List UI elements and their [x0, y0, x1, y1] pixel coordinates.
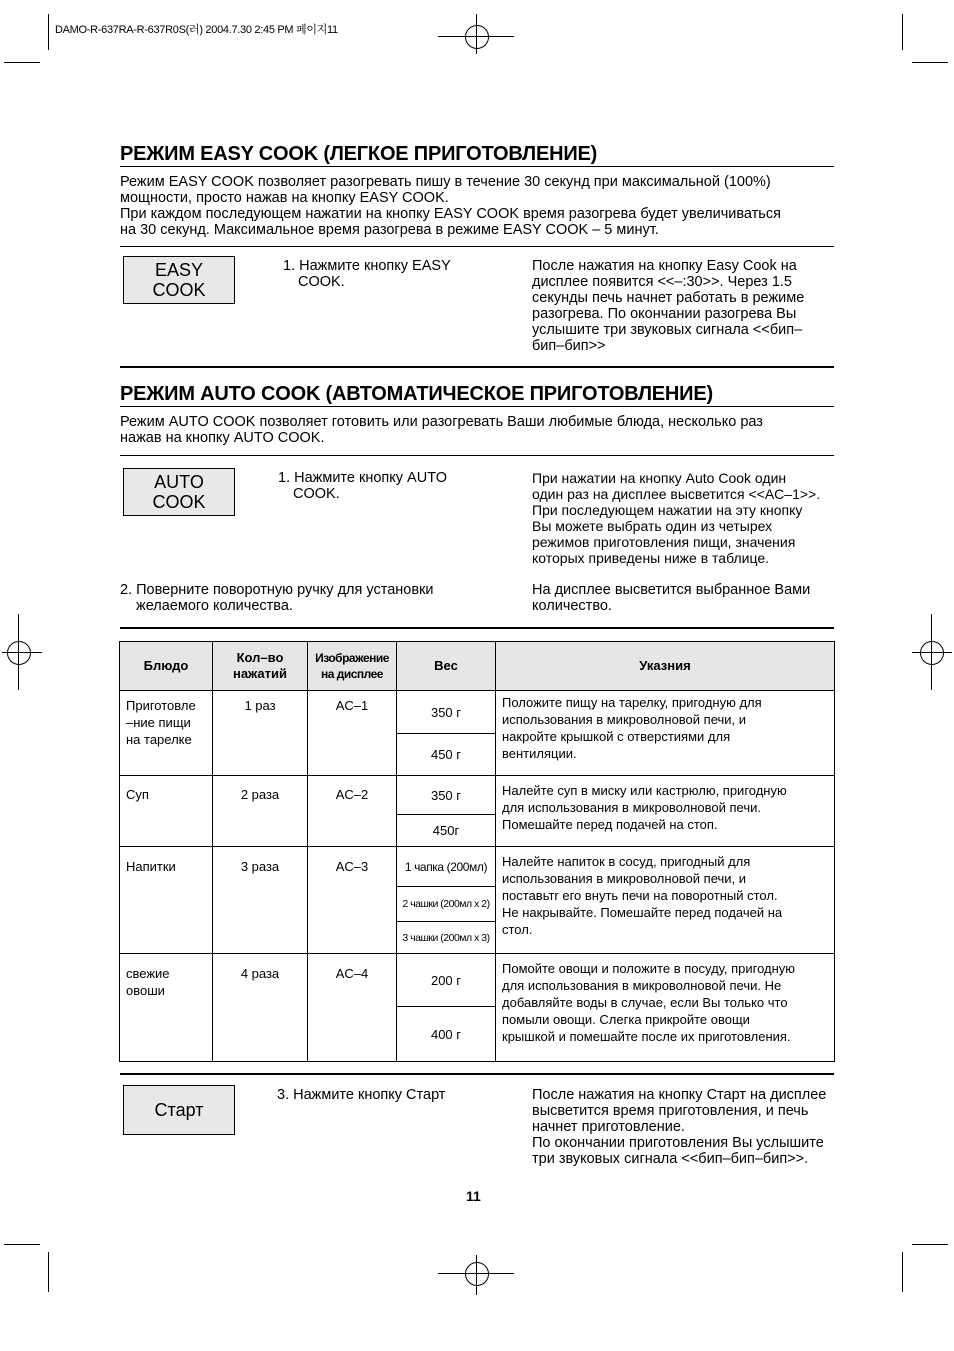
- dish-cell: свежие овоши: [120, 954, 213, 1062]
- divider: [120, 246, 834, 247]
- header-instructions: Указния: [496, 642, 835, 691]
- instructions-cell: Налейте напиток в сосуд, пригодный для использования в микроволновой печи, и поставьтr его внуть печи на поворотный стол. Не накрывайте. Помешайте перед подачей на стол.: [496, 847, 835, 954]
- title-underline: [120, 406, 834, 407]
- registration-circle: [7, 641, 31, 665]
- registration-circle: [465, 1262, 489, 1286]
- weight-cell: 350 г 450 г: [397, 691, 496, 776]
- presses-cell: 2 раза: [213, 776, 308, 847]
- start-button[interactable]: Старт: [123, 1085, 235, 1135]
- presses-cell: 1 раз: [213, 691, 308, 776]
- display-cell: AC–3: [308, 847, 397, 954]
- header-dish: Блюдо: [120, 642, 213, 691]
- table-row: [120, 691, 835, 776]
- crop-mark: [4, 62, 40, 63]
- divider: [120, 455, 834, 456]
- title-underline: [120, 166, 834, 167]
- section-divider: [120, 1073, 834, 1075]
- weight-cell: 1 чапка (200мл) 2 чашки (200мл x 2) 3 чашки (200мл x 3): [397, 847, 496, 954]
- auto-cook-button[interactable]: AUTO COOK: [123, 468, 235, 516]
- crop-mark: [912, 62, 948, 63]
- auto-cook-note-1: При нажатии на кнопку Auto Cook один один раз на дисплее высветится <<AC–1>>. При последующем нажатии на эту кнопку Вы можете выбрать один из четырех режимов приготовления пищи, значения которых приведены ниже в таблице.: [532, 470, 821, 566]
- auto-cook-note-2: На дисплее высветится выбранное Вами количество.: [532, 582, 811, 614]
- dish-cell: Приготовле –ние пищи на тарелке: [120, 691, 213, 776]
- dish-cell: Суп: [120, 776, 213, 847]
- header-display: Изображение на дисплее: [308, 642, 397, 691]
- table-row: [120, 847, 835, 954]
- instructions-cell: Помойте овощи и положите в посуду, пригодную для использования в микроволновой печи. Не добавляйте воды в случае, если Вы только что помыли овощи. Слегка прикройте овощи крышкой и помешайте после их приготовления.: [496, 954, 835, 1062]
- crop-mark: [902, 14, 903, 50]
- table-header-row: [120, 642, 835, 691]
- display-cell: AC–1: [308, 691, 397, 776]
- crop-mark: [48, 14, 49, 50]
- auto-cook-title: РЕЖИМ AUTO COOK (АВТОМАТИЧЕСКОЕ ПРИГОТОВЛЕНИЕ): [120, 383, 713, 405]
- display-cell: AC–4: [308, 954, 397, 1062]
- page-number: 11: [466, 1188, 481, 1204]
- dish-cell: Напитки: [120, 847, 213, 954]
- display-cell: AC–2: [308, 776, 397, 847]
- easy-cook-button[interactable]: EASY COOK: [123, 256, 235, 304]
- auto-cook-intro: Режим AUTO COOK позволяет готовить или разогревать Ваши любимые блюда, несколько раз нажав на кнопку AUTO COOK.: [120, 414, 763, 446]
- weight-cell: 200 г 400 г: [397, 954, 496, 1062]
- crop-mark: [902, 1252, 903, 1292]
- registration-circle: [465, 25, 489, 49]
- start-note: После нажатия на кнопку Старт на дисплее высветится время приготовления, и печь начнет приготовление. По окончании приготовления Вы услышите три звуковых сигнала <<бип–бип–бип>>.: [532, 1087, 827, 1167]
- easy-cook-note: После нажатия на кнопку Easy Cook на дисплее появится <<–:30>>. Через 1.5 секунды печь начнет работать в режиме разогрева. По окончании разогрева Вы услышите три звуковых сигнала <<бип– бип–бип>>: [532, 258, 805, 354]
- easy-cook-title: РЕЖИМ EASY COOK (ЛЕГКОЕ ПРИГОТОВЛЕНИЕ): [120, 143, 598, 165]
- weight-cell: 350 г 450г: [397, 776, 496, 847]
- header-weight: Вес: [397, 642, 496, 691]
- instructions-cell: Налейте суп в миску или кастрюлю, пригодную для использования в микроволновой печи. Помешайте перед подачей на стоп.: [496, 776, 835, 847]
- registration-circle: [920, 641, 944, 665]
- section-divider: [120, 627, 834, 629]
- start-step-3: 3. Нажмите кнопку Старт: [277, 1087, 446, 1103]
- easy-cook-intro: Режим EASY COOK позволяет разогревать пишу в течение 30 секунд при максимальной (100%) мощности, просто нажав на кнопку EASY COOK. При каждом последующем нажатии на кнопку EASY COOK время разогрева будет увеличиваться на 30 секунд. Максимальное время разогрева в режиме EASY COOK – 5 минут.: [120, 174, 781, 238]
- table-row: [120, 954, 835, 1062]
- section-divider: [120, 366, 834, 368]
- crop-mark: [48, 1252, 49, 1292]
- auto-cook-step-2: 2. Поверните поворотную ручку для установки желаемого количества.: [120, 582, 434, 614]
- crop-mark: [4, 1244, 40, 1245]
- easy-cook-step-1: 1. Нажмите кнопку EASY COOK.: [283, 258, 451, 290]
- header-presses: Кол–во нажатий: [213, 642, 308, 691]
- crop-mark: [912, 1244, 948, 1245]
- auto-cook-step-1: 1. Нажмите кнопку AUTO COOK.: [278, 470, 448, 502]
- print-header: DAMO-R-637RA-R-637R0S(러) 2004.7.30 2:45 PM 페이지11: [55, 24, 338, 36]
- presses-cell: 3 раза: [213, 847, 308, 954]
- presses-cell: 4 раза: [213, 954, 308, 1062]
- table-row: [120, 776, 835, 847]
- instructions-cell: Положите пищу на тарелку, пригодную для использования в микроволновой печи, и накройте крышкой с отверстиями для вентиляции.: [496, 691, 835, 776]
- auto-cook-table: [119, 641, 835, 1062]
